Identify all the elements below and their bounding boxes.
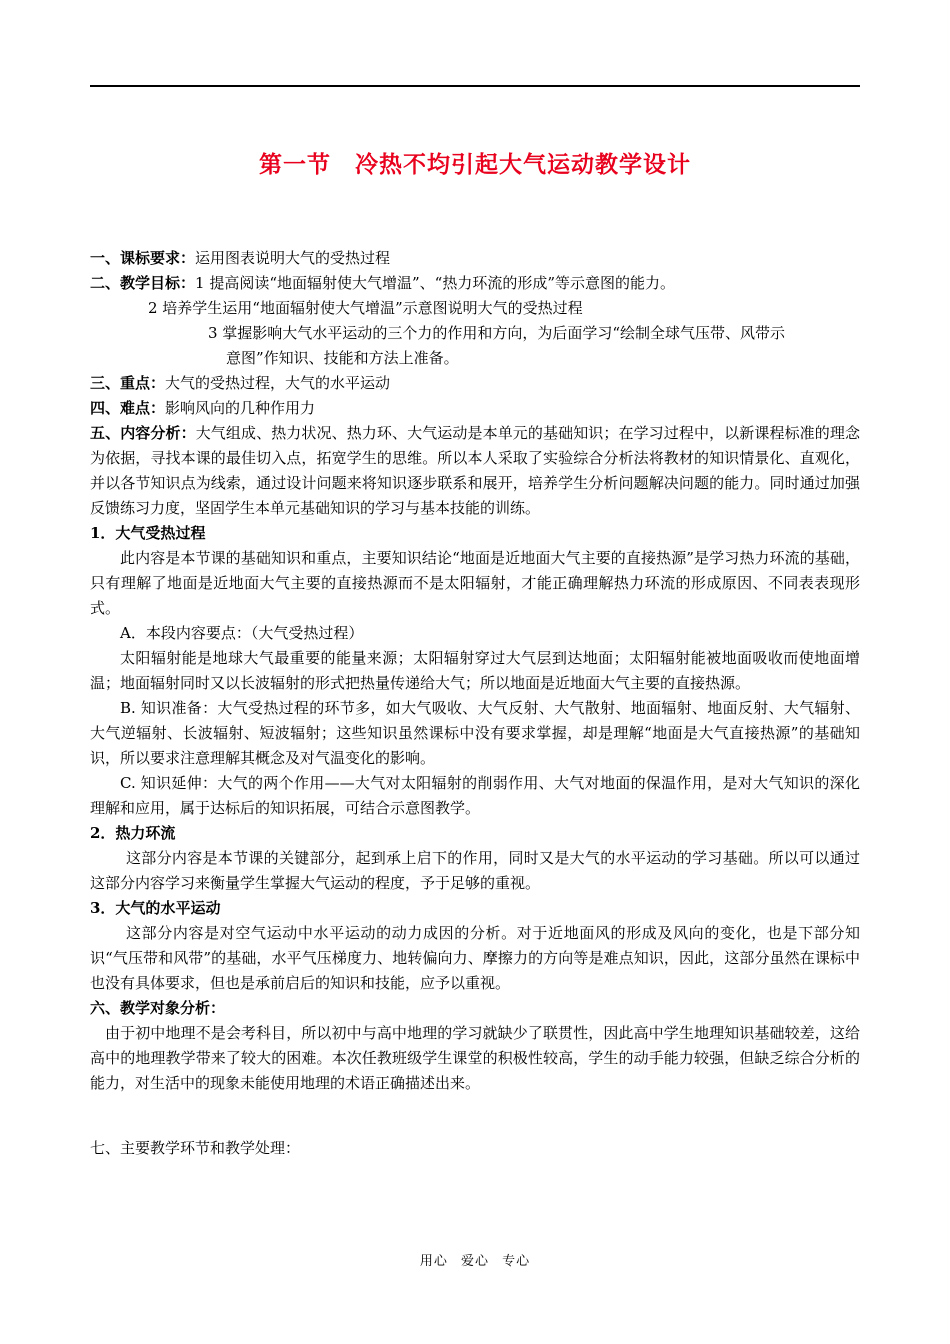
footer-text: 专心 xyxy=(502,1254,531,1269)
paragraph: 由于初中地理不是会考科目，所以初中与高中地理的学习就缺少了联贯性，因此高中学生地理知识基础较差，这给高中的地理教学带来了较大的困难。本次任教班级学生课堂的积极性较高，学生的动手能力较强，但缺乏综合分析的能力，对生活中的现象未能使用地理的术语正确描述出来。 xyxy=(90,1024,860,1092)
paragraph: C. 知识延伸：大气的两个作用——大气对太阳辐射的削弱作用、大气对地面的保温作用，是对大气知识的深化理解和应用，属于达标后的知识拓展，可结合示意图教学。 xyxy=(90,774,860,817)
goal-2: 2 培养学生运用“地面辐射使大气增温”示意图说明大气的受热过程 xyxy=(148,299,583,317)
footer-text: 爱心 xyxy=(460,1254,489,1269)
goal-3-cont: 意图”作知识、技能和方法上准备。 xyxy=(226,349,459,367)
paragraph: B. 知识准备：大气受热过程的环节多，如大气吸收、大气反射、大气散射、地面辐射、地面反射、大气辐射、大气逆辐射、长波辐射、短波辐射；这些知识虽然课标中没有要求掌握，却是理解“地面是大气直接热源”的基础知识，所以要求注意理解其概念及对气温变化的影响。 xyxy=(90,699,860,767)
paragraph: 此内容是本节课的基础知识和重点，主要知识结论“地面是近地面大气主要的直接热源”是学习热力环流的基础，只有理解了地面是近地面大气主要的直接热源而不是太阳辐射，才能正确理解热力环流的形成原因、不同表表现形式。 xyxy=(90,549,860,617)
page-footer xyxy=(0,1250,950,1269)
footer-text: 用心 xyxy=(419,1254,448,1269)
section-text: 运用图表说明大气的受热过程 xyxy=(195,249,391,267)
section-label: 一、课标要求： xyxy=(90,249,196,267)
section-goals xyxy=(90,271,860,296)
section-focus xyxy=(90,371,860,396)
goal-1: 1 提高阅读“地面辐射使大气增温”、“热力环流的形成”等示意图的能力。 xyxy=(195,274,676,292)
paragraph: 太阳辐射能是地球大气最重要的能量来源；太阳辐射穿过大气层到达地面；太阳辐射能被地面吸收而使地面增温；地面辐射同时又以长波辐射的形式把热量传递给大气；所以地面是近地面大气主要的直接热源。 xyxy=(90,649,860,692)
section-label: 三、重点： xyxy=(90,374,166,392)
goal-3: 3 掌握影响大气水平运动的三个力的作用和方向，为后面学习“绘制全球气压带、风带示 xyxy=(208,324,785,342)
paragraph: 这部分内容是对空气运动中水平运动的动力成因的分析。对于近地面风的形成及风向的变化，也是下部分知识“气压带和风带”的基础，水平气压梯度力、地转偏向力、摩擦力的方向等是难点知识，因此，这部分虽然在课标中也没有具体要求，但也是承前启后的知识和技能，应予以重视。 xyxy=(90,924,860,992)
header-rule xyxy=(90,85,860,87)
section-content-analysis xyxy=(90,421,860,521)
section-label: 六、教学对象分析： xyxy=(90,999,226,1017)
section-label: 五、内容分析： xyxy=(90,424,196,442)
spacer xyxy=(90,1096,860,1136)
section-text: 影响风向的几种作用力 xyxy=(165,399,316,417)
section-curriculum xyxy=(90,246,860,271)
subsection-title: 3．大气的水平运动 xyxy=(90,899,221,917)
section-label: 四、难点： xyxy=(90,399,166,417)
section-text: 大气组成、热力状况、热力环、大气运动是本单元的基础知识；在学习过程中，以新课程标准的理念为依据，寻找本课的最佳切入点，拓宽学生的思维。所以本人采取了实验综合分析法将教材的知识情景化、直观化，并以各节知识点为线索，通过设计问题来将知识逐步联系和展开，培养学生分析问题解决问题的能力。同时通过加强反馈练习力度，坚固学生本单元基础知识的学习与基本技能的训练。 xyxy=(90,424,860,517)
section-label: 二、教学目标： xyxy=(90,274,196,292)
subsection-title: 2．热力环流 xyxy=(90,824,176,842)
section-text: 大气的受热过程，大气的水平运动 xyxy=(165,374,391,392)
paragraph: 这部分内容是本节课的关键部分，起到承上启下的作用，同时又是大气的水平运动的学习基础。所以可以通过这部分内容学习来衡量学生掌握大气运动的程度，予于足够的重视。 xyxy=(90,849,860,892)
paragraph: A．本段内容要点：（大气受热过程） xyxy=(120,624,364,642)
document-body xyxy=(90,246,860,1161)
section-difficulty xyxy=(90,396,860,421)
subsection-title: 1．大气受热过程 xyxy=(90,524,206,542)
section-label: 七、主要教学环节和教学处理： xyxy=(90,1139,301,1157)
document-title: 第一节 冷热不均引起大气运动教学设计 xyxy=(259,151,691,178)
